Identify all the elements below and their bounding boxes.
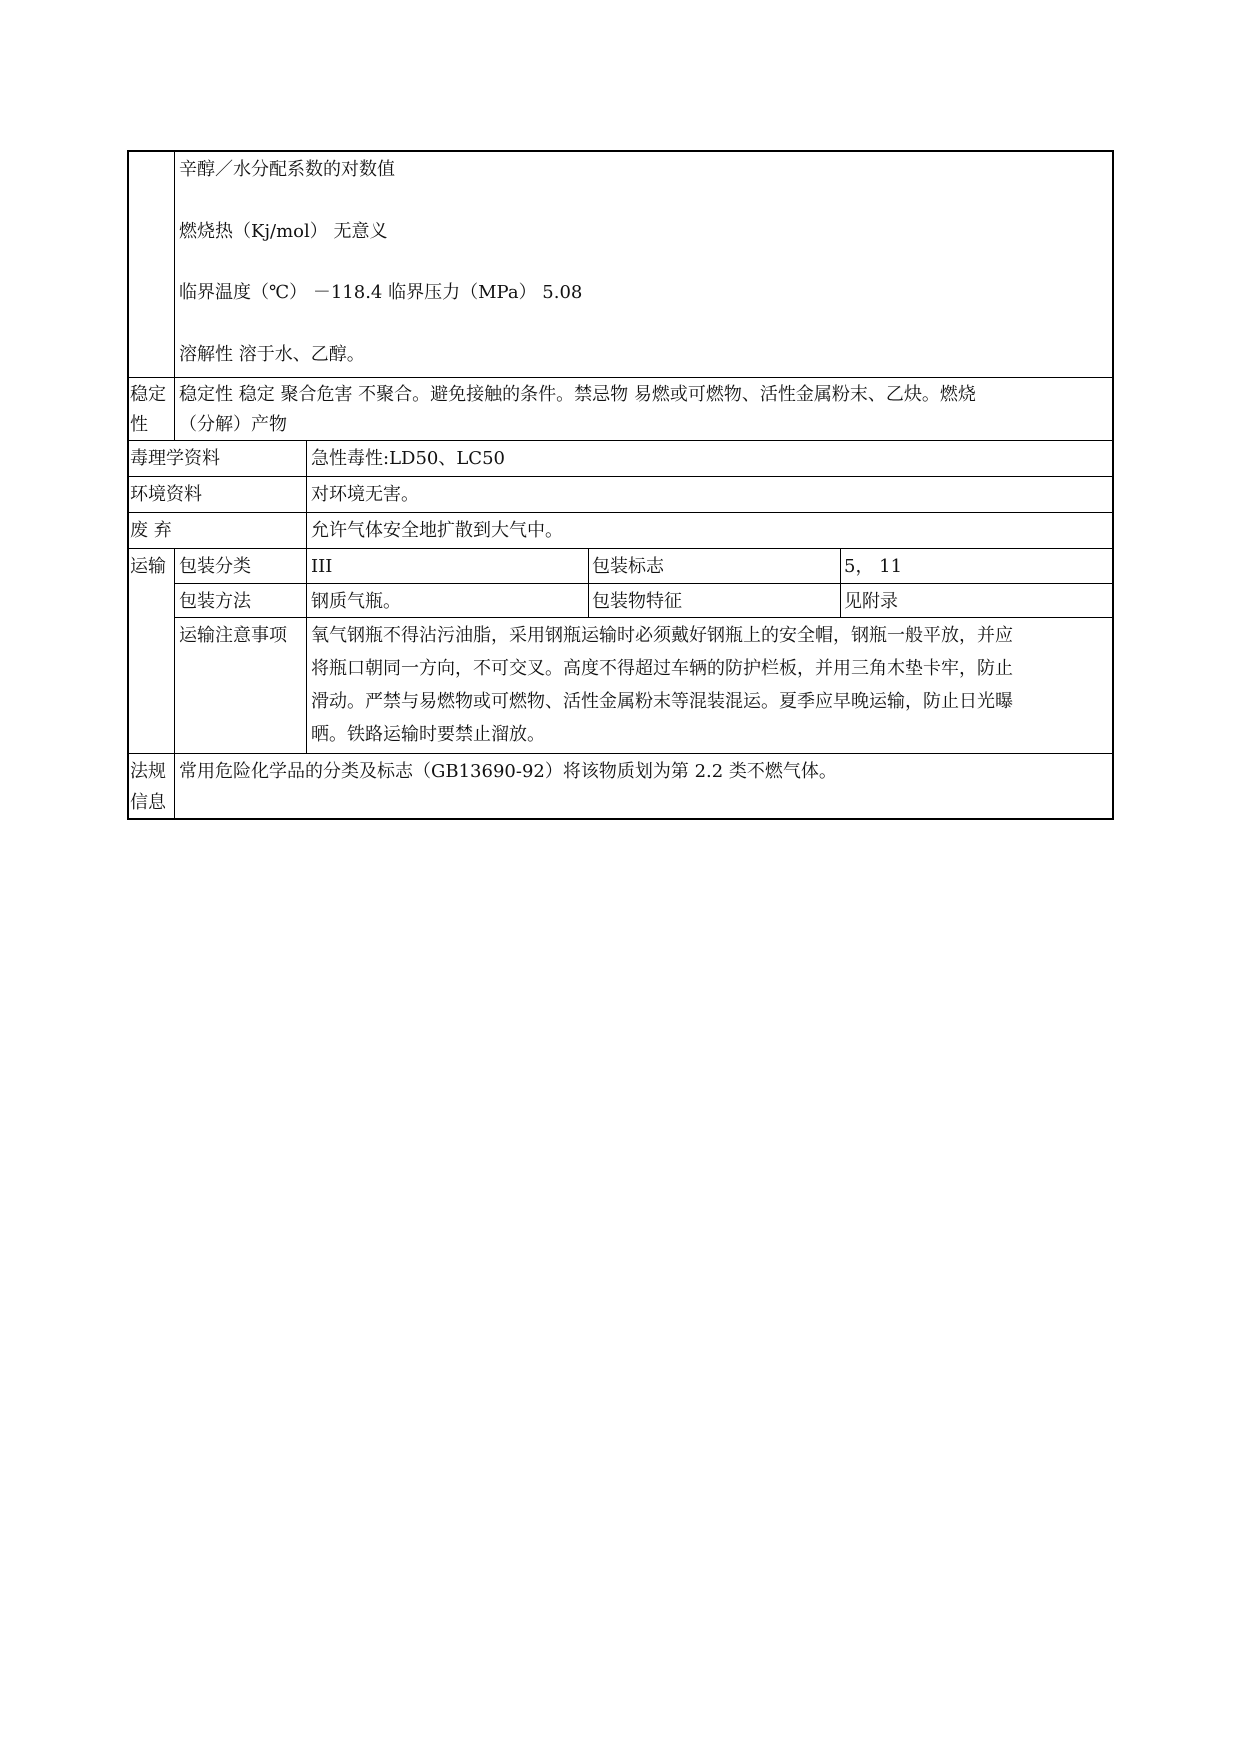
stability-header-2: 性 (130, 414, 148, 435)
toxicology-label: 毒理学资料 (130, 448, 220, 469)
col-divider (840, 548, 841, 617)
pack-method-value: 钢质气瓶。 (311, 591, 401, 612)
col-divider (306, 440, 307, 548)
pack-mark-value: 5， 11 (844, 556, 903, 577)
regulation-header-1: 法规 (130, 761, 166, 782)
transport-header: 运输 (130, 556, 166, 577)
pack-class-label: 包装分类 (179, 556, 251, 577)
stability-content-1: 稳定性 稳定 聚合危害 不聚合。避免接触的条件。禁忌物 易燃或可燃物、活性金属粉末、乙炔。燃烧 (179, 384, 976, 405)
pack-method-label: 包装方法 (179, 591, 251, 612)
row-divider (175, 583, 1114, 584)
disposal-value: 允许气体安全地扩散到大气中。 (311, 520, 563, 541)
col-divider (588, 548, 589, 617)
physical-solubility: 溶解性 溶于水、乙醇。 (179, 344, 365, 365)
transport-notes-line: 将瓶口朝同一方向，不可交叉。高度不得超过车辆的防护栏板，并用三角木垫卡牢，防止 (311, 658, 1013, 679)
stability-content-2: （分解）产物 (179, 414, 287, 435)
row-divider (127, 377, 1114, 378)
row-divider (127, 548, 1114, 549)
physical-logkow: 辛醇／水分配系数的对数值 (179, 159, 395, 180)
table-border (127, 150, 1114, 820)
pack-mark-label: 包装标志 (592, 556, 664, 577)
transport-notes-line: 晒。铁路运输时要禁止溜放。 (311, 724, 545, 745)
physical-combustion-heat: 燃烧热（Kj/mol） 无意义 (179, 221, 388, 242)
transport-notes-line: 氧气钢瓶不得沾污油脂，采用钢瓶运输时必须戴好钢瓶上的安全帽，钢瓶一般平放，并应 (311, 625, 1013, 646)
transport-notes-line: 滑动。严禁与易燃物或可燃物、活性金属粉末等混装混运。夏季应早晚运输，防止日光曝 (311, 691, 1013, 712)
disposal-label: 废 弃 (130, 520, 172, 541)
physical-critical: 临界温度（℃） －118.4 临界压力（MPa） 5.08 (179, 282, 583, 303)
regulation-header-2: 信息 (130, 792, 166, 813)
row-divider (127, 512, 1114, 513)
col-divider (174, 150, 175, 440)
col-divider (306, 548, 307, 753)
transport-notes-label: 运输注意事项 (179, 625, 287, 646)
row-divider (127, 440, 1114, 441)
pack-class-value: III (311, 556, 333, 577)
row-divider (127, 476, 1114, 477)
environment-value: 对环境无害。 (311, 484, 419, 505)
toxicology-value: 急性毒性:LD50、LC50 (311, 448, 505, 469)
pack-feature-value: 见附录 (844, 591, 898, 612)
regulation-value: 常用危险化学品的分类及标志（GB13690-92）将该物质划为第 2.2 类不燃气体。 (179, 761, 837, 782)
row-divider (127, 753, 1114, 754)
pack-feature-label: 包装物特征 (592, 591, 682, 612)
row-divider (175, 617, 1114, 618)
environment-label: 环境资料 (130, 484, 202, 505)
stability-header-1: 稳定 (130, 384, 166, 405)
col-divider (174, 548, 175, 820)
